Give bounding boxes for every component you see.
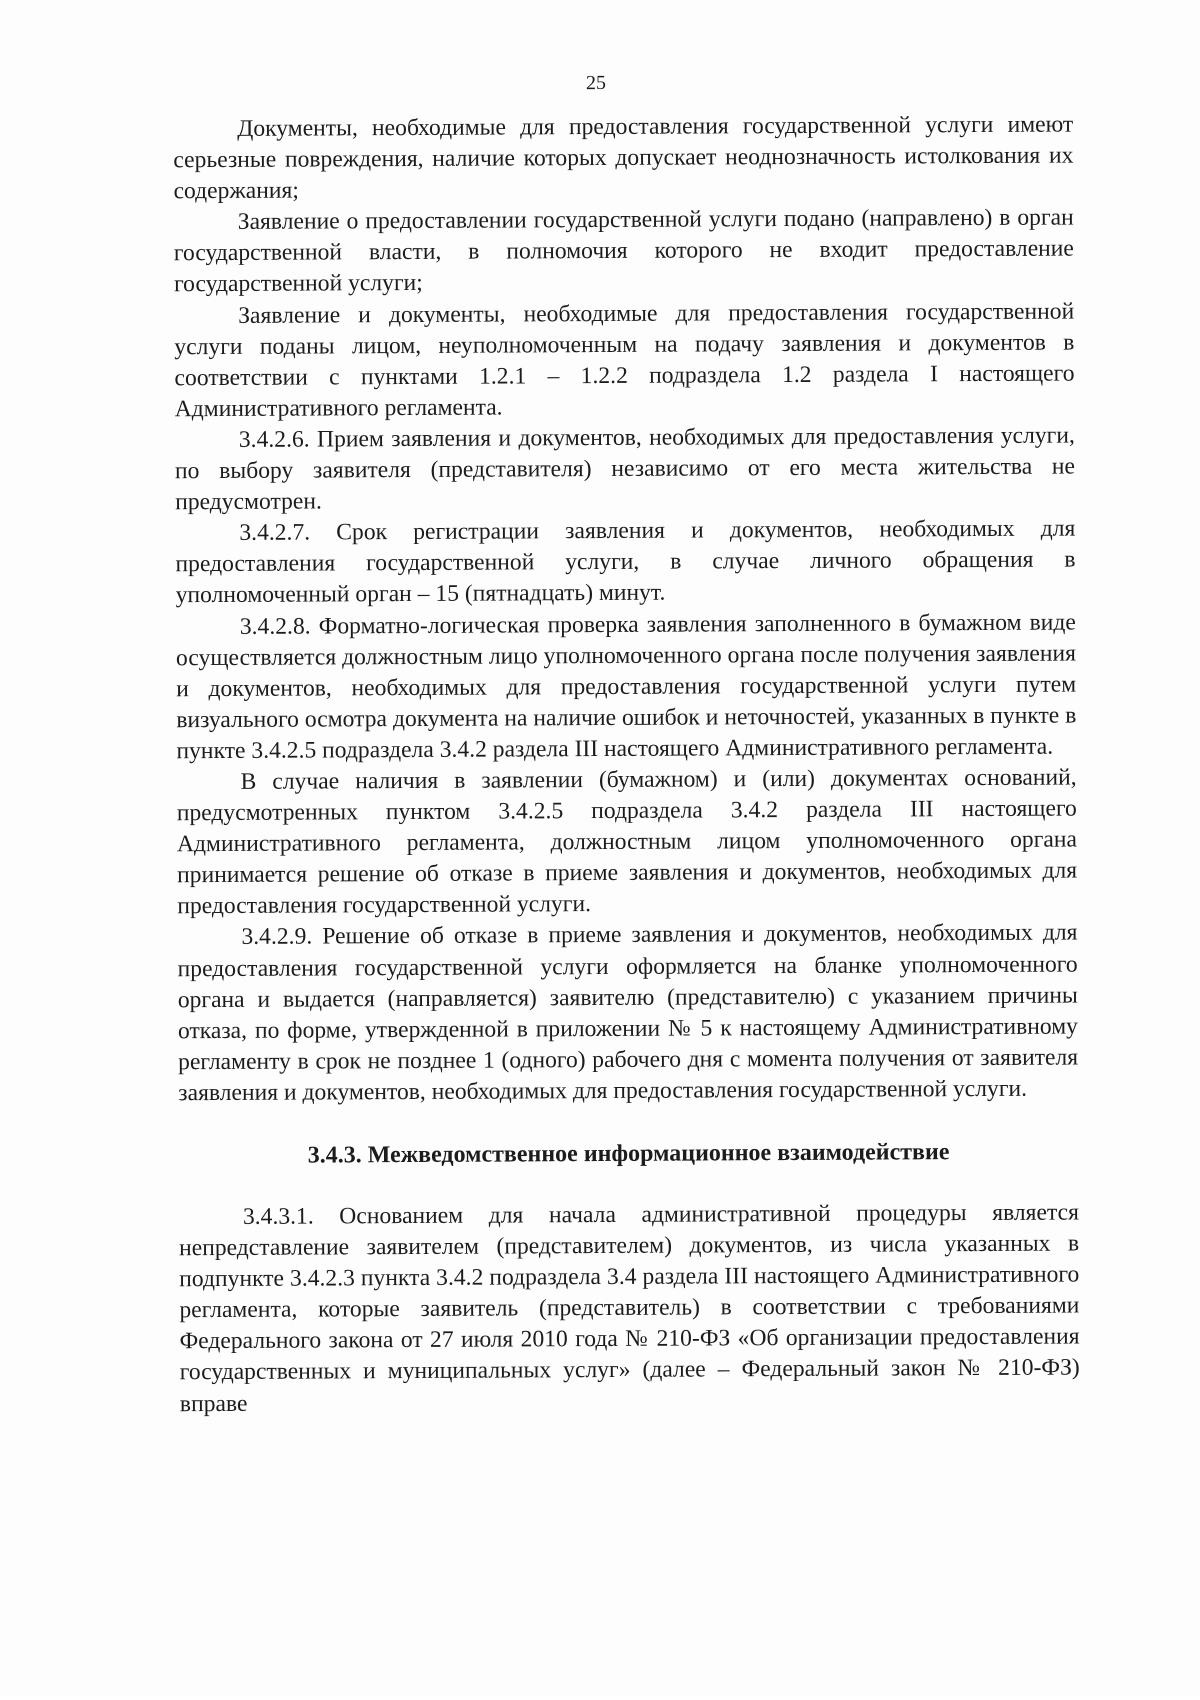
paragraph-refusal-grounds: В случае наличия в заявлении (бумажном) и (или) документах оснований, предусмотренных пунктом 3.4.2.5 подраздела 3.4.2 раздела III настоящего Административного регламента, должностным лицом уполномоченного органа принимается решение об отказе в приеме заявления и документов, необходимых для предоставления государственной услуги. — [176, 764, 1078, 920]
document-body — [173, 110, 1080, 1420]
paragraph-3-4-2-9: 3.4.2.9. Решение об отказе в приеме заявления и документов, необходимых для предоставления государственной услуги оформляется на бланке уполномоченного органа и выдается (направляется) заявителю (представителю) с указанием причины отказа, по форме, утвержденной в приложении № 5 к настоящему Административному регламенту в срок не позднее 1 (одного) рабочего дня с момента получения от заявителя заявления и документов, необходимых для предоставления государственной услуги. — [177, 919, 1079, 1107]
page-number: 25 — [585, 71, 607, 95]
paragraph-3-4-3-1: 3.4.3.1. Основанием для начала административной процедуры является непредставление заявителем (представителем) документов, из числа указанных в подпункте 3.4.2.3 пункта 3.4.2 подраздела 3.4 раздела III настоящего Административного регламента, которые заявитель (представитель) в соответствии с требованиями Федерального закона от 27 июля 2010 года № 210-ФЗ «Об организации предоставления государственных и муниципальных услуг» (далее – Федеральный закон № 210-ФЗ) вправе — [179, 1199, 1080, 1417]
section-heading: 3.4.3. Межведомственное информационное взаимодействие — [307, 1139, 950, 1169]
paragraph-wrong-authority: Заявление о предоставлении государственной услуги подано (направлено) в орган государственной власти, в полномочия которого не входит предоставление государственной услуги; — [173, 204, 1074, 298]
paragraph-3-4-2-8: 3.4.2.8. Форматно-логическая проверка заявления заполненного в бумажном виде осуществляется должностным лицо уполномоченного органа после получения заявления и документов, необходимых для предоставления государственной услуги путем визуального осмотра документа на наличие ошибок и неточностей, указанных в пункте в пункте 3.4.2.5 подраздела 3.4.2 раздела III настоящего Административного регламента. — [175, 609, 1077, 765]
paragraph-3-4-2-6: 3.4.2.6. Прием заявления и документов, необходимых для предоставления услуги, по выбору заявителя (представителя) независимо от его места жительства не предусмотрен. — [174, 422, 1076, 516]
paragraph-damaged-documents: Документы, необходимые для предоставления государственной услуги имеют серьезные повреждения, наличие которых допускает неоднозначность истолкования их содержания; — [173, 111, 1074, 205]
paragraph-3-4-2-7: 3.4.2.7. Срок регистрации заявления и документов, необходимых для предоставления государственной услуги, в случае личного обращения в уполномоченный орган – 15 (пятнадцать) минут. — [175, 515, 1076, 609]
paragraph-unauthorized-person: Заявление и документы, необходимые для предоставления государственной услуги поданы лицом, неуполномоченным на подачу заявления и документов в соответствии с пунктами 1.2.1 – 1.2.2 подраздела 1.2 раздела I настоящего Административного регламента. — [174, 298, 1075, 423]
